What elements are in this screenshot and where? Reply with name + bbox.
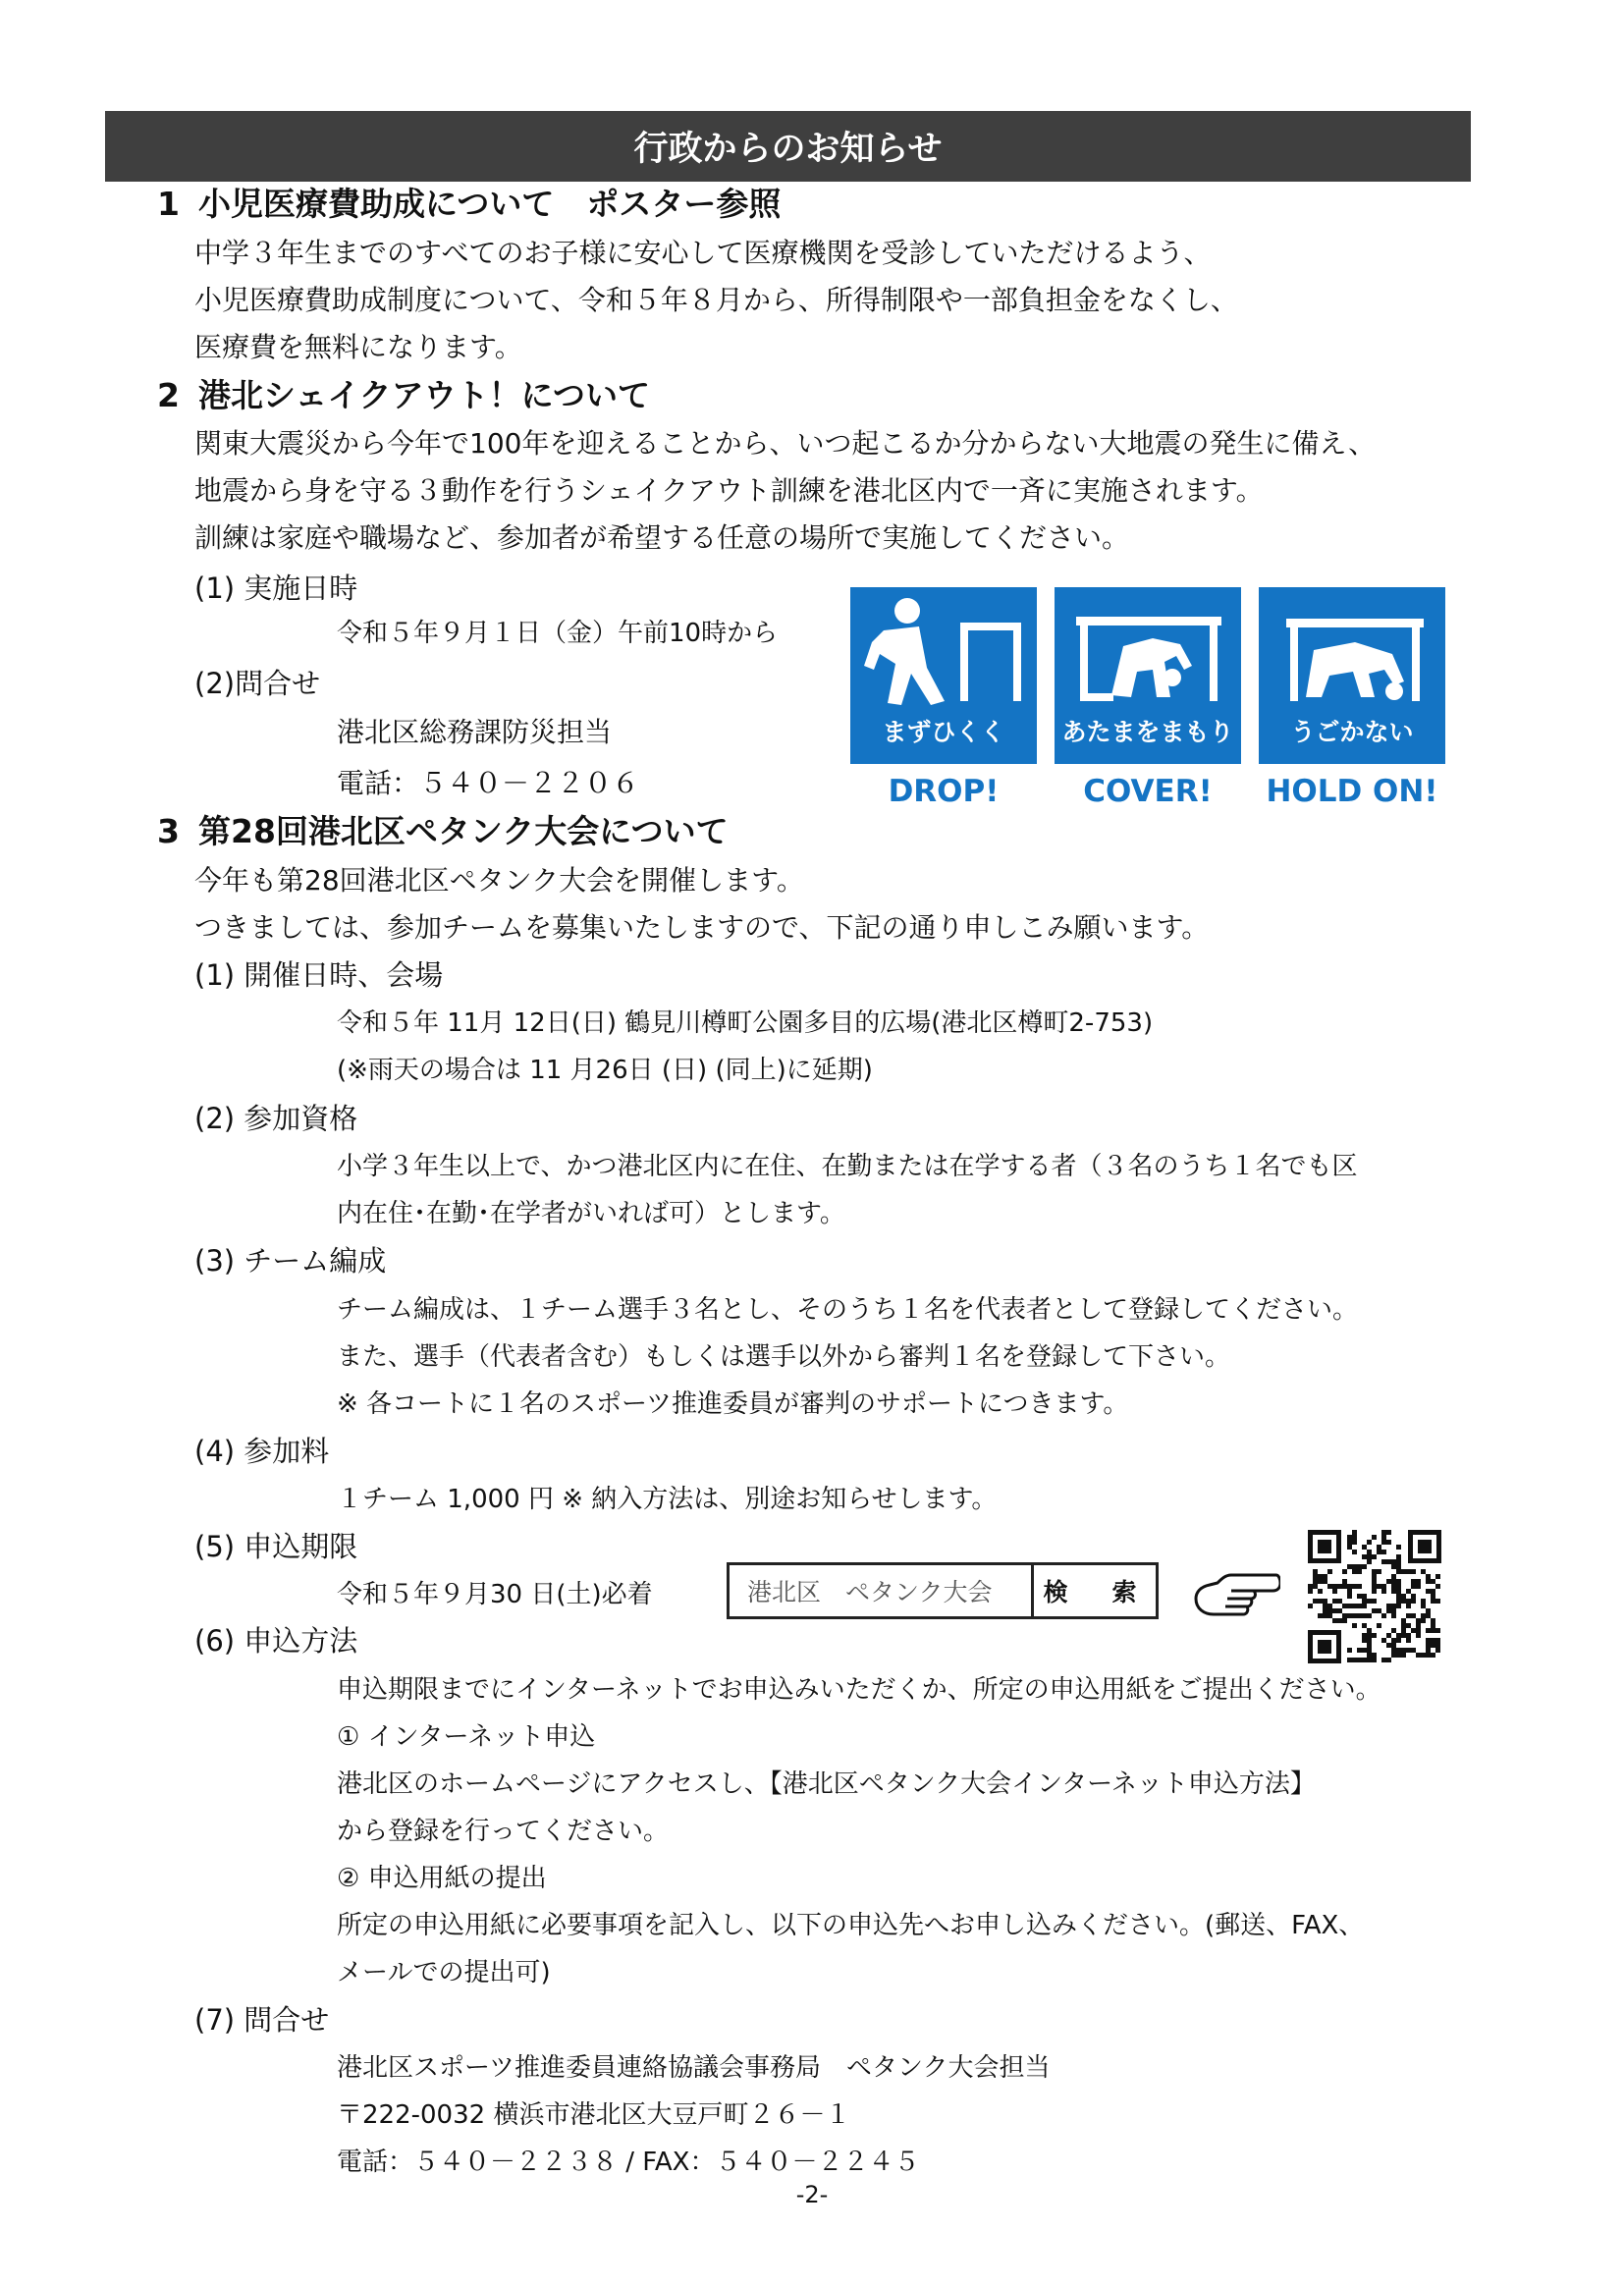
drop-label: まずひくく: [882, 718, 1005, 746]
qr-code-icon: [1306, 1528, 1443, 1665]
shakeout-contact-tel: 電話：５４０－２２０６: [337, 767, 640, 799]
item-6-heading: (6) 申込方法: [194, 1624, 358, 1658]
section-3-number: 3: [157, 812, 180, 850]
item-6-line: メールでの提出可): [337, 1958, 551, 1987]
section-3-heading: [157, 812, 729, 850]
shakeout-icons: [850, 587, 1445, 813]
item-4-line: １チーム 1,000 円 ※ 納入方法は、別途お知らせします。: [337, 1485, 998, 1514]
item-7-line: 〒222-0032 横浜市港北区大豆戸町２６－１: [337, 2100, 851, 2130]
cover-panel: [1055, 587, 1241, 764]
cover-icon: [1055, 587, 1241, 715]
hold-on-label: うごかない: [1290, 718, 1414, 746]
shakeout-contact-org: 港北区総務課防災担当: [337, 716, 613, 748]
item-1-heading: (1) 開催日時、会場: [194, 958, 444, 992]
section-1-line: 中学３年生までのすべてのお子様に安心して医療機関を受診していただけるよう、: [194, 237, 1212, 269]
search-input[interactable]: 港北区 ペタンク大会: [730, 1565, 1034, 1616]
item-3-heading: (3) チーム編成: [194, 1244, 387, 1278]
item-6-line: ① インターネット申込: [337, 1722, 596, 1752]
item-2-heading: (2) 参加資格: [194, 1102, 358, 1135]
item-2-line: 内在住･在勤･在学者がいれば可）とします。: [337, 1199, 845, 1228]
hold-on-panel: [1259, 587, 1445, 764]
section-1-title: 小児医療費助成について ポスター参照: [198, 185, 782, 223]
section-2-number: 2: [157, 376, 180, 414]
item-3-line: チーム編成は、１チーム選手３名とし、そのうち１名を代表者として登録してください。: [337, 1295, 1359, 1325]
item-7-heading: (7) 問合せ: [194, 2003, 330, 2037]
section-2-title: 港北シェイクアウト！について: [198, 376, 651, 414]
item-7-line: 電話：５４０－２２３８ / FAX：５４０－２２４５: [337, 2148, 920, 2177]
section-1-heading: [157, 185, 782, 223]
item-1-line: (※雨天の場合は 11 月26日 (日) (同上)に延期): [337, 1056, 873, 1085]
pointing-hand-icon: [1192, 1561, 1280, 1620]
item-7-line: 港北区スポーツ推進委員連絡協議会事務局 ペタンク大会担当: [337, 2053, 1051, 2083]
cover-caption: COVER!: [1083, 774, 1213, 809]
shakeout-contact-heading: (2)問合せ: [194, 667, 321, 700]
cover-label: あたまをまもり: [1061, 718, 1234, 746]
shakeout-date-heading: (1) 実施日時: [194, 571, 358, 605]
page-number: -2-: [795, 2181, 829, 2208]
section-3-intro: つきましては、参加チームを募集いたしますので、下記の通り申しこみ願います。: [194, 911, 1210, 944]
hold-on-caption: HOLD ON!: [1266, 774, 1438, 809]
search-button[interactable]: 検 索: [1043, 1578, 1147, 1606]
item-5-heading: (5) 申込期限: [194, 1530, 358, 1563]
item-6-line: 申込期限までにインターネットでお申込みいただくか、所定の申込用紙をご提出ください。: [337, 1675, 1381, 1705]
section-2-line: 地震から身を守る３動作を行うシェイクアウト訓練を港北区内で一斉に実施されます。: [194, 474, 1264, 507]
hold-on-icon: [1259, 587, 1445, 715]
section-2-line: 関東大震災から今年で100年を迎えることから、いつ起こるか分からない大地震の発生に備え、: [194, 427, 1377, 460]
drop-caption: DROP!: [888, 774, 1000, 809]
item-2-line: 小学３年生以上で、かつ港北区内に在住、在勤または在学する者（３名のうち１名でも区: [337, 1152, 1358, 1181]
item-6-line: 港北区のホームページにアクセスし、【港北区ペタンク大会インターネット申込方法】: [337, 1769, 1316, 1799]
section-2-line: 訓練は家庭や職場など、参加者が希望する任意の場所で実施してください。: [194, 521, 1130, 554]
item-1-line: 令和５年 11月 12日(日) 鶴見川樽町公園多目的広場(港北区樽町2-753): [337, 1008, 1154, 1038]
section-1-number: 1: [157, 185, 180, 223]
item-3-line: ※ 各コートに１名のスポーツ推進委員が審判のサポートにつきます。: [337, 1389, 1129, 1419]
section-1-line: 小児医療費助成制度について、令和５年８月から、所得制限や一部負担金をなくし、: [194, 284, 1238, 316]
item-3-line: また、選手（代表者含む）もしくは選手以外から審判１名を登録して下さい。: [337, 1342, 1231, 1372]
item-4-heading: (4) 参加料: [194, 1435, 330, 1468]
section-2-heading: [157, 376, 651, 414]
item-6-line: ② 申込用紙の提出: [337, 1864, 547, 1893]
drop-icon: [850, 587, 1037, 715]
search-box: [727, 1562, 1159, 1619]
item-5-line: 令和５年９月30 日(土)必着: [337, 1580, 653, 1609]
item-6-line: 所定の申込用紙に必要事項を記入し、以下の申込先へお申し込みください。(郵送、FAX、: [337, 1911, 1365, 1940]
section-3-title: 第28回港北区ペタンク大会について: [198, 812, 729, 850]
drop-panel: [850, 587, 1037, 764]
section-1-line: 医療費を無料になります。: [194, 331, 522, 363]
section-banner: 行政からのお知らせ: [105, 111, 1471, 182]
section-3-intro: 今年も第28回港北区ペタンク大会を開催します。: [194, 864, 804, 897]
shakeout-date: 令和５年９月１日（金）午前10時から: [337, 619, 779, 648]
item-6-line: から登録を行ってください。: [337, 1817, 670, 1846]
